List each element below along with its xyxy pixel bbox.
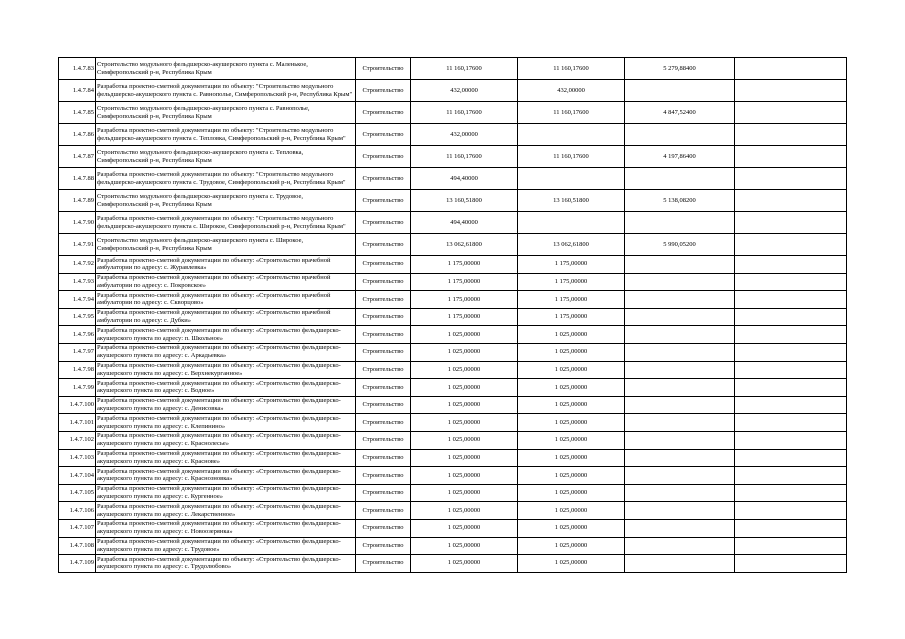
table-row	[59, 291, 847, 309]
row-value-2: 1 025,00000	[518, 449, 625, 467]
row-value-2: 1 175,00000	[518, 273, 625, 291]
row-type: Строительство	[356, 484, 411, 502]
table-row	[59, 234, 847, 256]
row-empty-cell	[735, 414, 847, 432]
row-value-1: 1 175,00000	[411, 308, 518, 326]
row-name: Разработка проектно-сметной документации по объекту: «Строительство врачебной амбулатории по адресу: с. Дубки»	[96, 308, 356, 326]
table-row	[59, 449, 847, 467]
row-value-3	[625, 361, 735, 379]
row-name: Строительство модульного фельдшерско-акушерского пункта с. Равнополье, Симферопольский р-н, Республика Крым	[96, 102, 356, 124]
table-row	[59, 467, 847, 485]
row-name: Разработка проектно-сметной документации по объекту: «Строительство фельдшерско-акушерского пункта по адресу: с. Денисовка»	[96, 396, 356, 414]
row-empty-cell	[735, 396, 847, 414]
row-value-1: 1 025,00000	[411, 326, 518, 344]
row-value-1: 1 025,00000	[411, 555, 518, 573]
row-value-2	[518, 124, 625, 146]
row-name: Разработка проектно-сметной документации по объекту: «Строительство фельдшерско-акушерского пункта по адресу: с. Трудовое»	[96, 537, 356, 555]
row-type: Строительство	[356, 449, 411, 467]
row-name: Разработка проектно-сметной документации по объекту: «Строительство фельдшерско-акушерского пункта по адресу: с. Краснове»	[96, 449, 356, 467]
row-empty-cell	[735, 291, 847, 309]
row-name: Разработка проектно-сметной документации по объекту: «Строительство врачебной амбулатории по адресу: с. Журавлевка»	[96, 256, 356, 274]
row-value-2: 11 160,17600	[518, 102, 625, 124]
row-empty-cell	[735, 308, 847, 326]
table-row	[59, 555, 847, 573]
row-value-1: 1 025,00000	[411, 519, 518, 537]
row-name: Разработка проектно-сметной документации по объекту: «Строительство фельдшерско-акушерского пункта по адресу: с. Кургенное»	[96, 484, 356, 502]
row-code: 1.4.7.103	[59, 449, 96, 467]
table-row	[59, 190, 847, 212]
row-value-3: 5 990,05200	[625, 234, 735, 256]
row-value-1: 11 160,17600	[411, 146, 518, 168]
row-empty-cell	[735, 431, 847, 449]
row-value-2: 13 062,61800	[518, 234, 625, 256]
row-value-2: 1 025,00000	[518, 326, 625, 344]
row-type: Строительство	[356, 308, 411, 326]
row-name: Разработка проектно-сметной документации по объекту: «Строительство фельдшерско-акушерского пункта по адресу: с. Новоозерянка»	[96, 519, 356, 537]
row-value-1: 1 025,00000	[411, 343, 518, 361]
row-name: Разработка проектно-сметной документации по объекту: «Строительство фельдшерско-акушерского пункта по адресу: с. Водное»	[96, 379, 356, 397]
row-type: Строительство	[356, 396, 411, 414]
row-empty-cell	[735, 168, 847, 190]
row-empty-cell	[735, 519, 847, 537]
table-row	[59, 431, 847, 449]
row-code: 1.4.7.91	[59, 234, 96, 256]
row-value-2: 1 175,00000	[518, 308, 625, 326]
row-name: Разработка проектно-сметной документации по объекту: «Строительство врачебной амбулатории по адресу: с. Покровское»	[96, 273, 356, 291]
row-type: Строительство	[356, 555, 411, 573]
row-name: Разработка проектно-сметной документации по объекту: «Строительство фельдшерско-акушерского пункта по адресу: п. Школьное»	[96, 326, 356, 344]
row-code: 1.4.7.104	[59, 467, 96, 485]
row-value-2: 13 160,51800	[518, 190, 625, 212]
row-empty-cell	[735, 467, 847, 485]
table-row	[59, 484, 847, 502]
row-value-2: 1 025,00000	[518, 396, 625, 414]
table-row	[59, 379, 847, 397]
row-value-3: 4 847,52400	[625, 102, 735, 124]
row-value-3	[625, 212, 735, 234]
row-code: 1.4.7.83	[59, 58, 96, 80]
row-value-3	[625, 168, 735, 190]
row-value-1: 1 025,00000	[411, 484, 518, 502]
row-value-3	[625, 431, 735, 449]
row-code: 1.4.7.106	[59, 502, 96, 520]
row-value-3: 5 279,88400	[625, 58, 735, 80]
row-code: 1.4.7.97	[59, 343, 96, 361]
row-code: 1.4.7.93	[59, 273, 96, 291]
row-value-1: 1 025,00000	[411, 396, 518, 414]
row-code: 1.4.7.90	[59, 212, 96, 234]
row-value-3	[625, 124, 735, 146]
row-value-1: 1 175,00000	[411, 256, 518, 274]
row-code: 1.4.7.101	[59, 414, 96, 432]
budget-table	[58, 57, 847, 573]
row-value-3: 5 138,08200	[625, 190, 735, 212]
row-value-1: 432,00000	[411, 124, 518, 146]
row-code: 1.4.7.88	[59, 168, 96, 190]
row-value-1: 432,00000	[411, 80, 518, 102]
row-value-2: 1 025,00000	[518, 484, 625, 502]
row-value-1: 11 160,17600	[411, 58, 518, 80]
table-row	[59, 502, 847, 520]
row-value-3	[625, 80, 735, 102]
row-code: 1.4.7.86	[59, 124, 96, 146]
row-code: 1.4.7.105	[59, 484, 96, 502]
row-value-2: 1 025,00000	[518, 467, 625, 485]
row-value-3	[625, 537, 735, 555]
row-value-2	[518, 168, 625, 190]
row-empty-cell	[735, 58, 847, 80]
row-value-3	[625, 273, 735, 291]
row-value-1: 494,40000	[411, 212, 518, 234]
row-value-1: 1 025,00000	[411, 361, 518, 379]
row-name: Разработка проектно-сметной документации по объекту: «Строительство врачебной амбулатории по адресу: с. Скворцово»	[96, 291, 356, 309]
row-empty-cell	[735, 449, 847, 467]
row-value-3	[625, 256, 735, 274]
row-value-3	[625, 414, 735, 432]
row-type: Строительство	[356, 326, 411, 344]
row-empty-cell	[735, 326, 847, 344]
table-row	[59, 326, 847, 344]
row-name: Строительство модульного фельдшерско-акушерского пункта с. Тепловка, Симферопольский р-н, Республика Крым	[96, 146, 356, 168]
table-row	[59, 519, 847, 537]
row-name: Разработка проектно-сметной документации по объекту: «Строительство фельдшерско-акушерского пункта по адресу: с. Клепинино»	[96, 414, 356, 432]
row-code: 1.4.7.95	[59, 308, 96, 326]
row-code: 1.4.7.108	[59, 537, 96, 555]
row-type: Строительство	[356, 273, 411, 291]
row-type: Строительство	[356, 234, 411, 256]
row-value-3	[625, 343, 735, 361]
table-row	[59, 168, 847, 190]
row-type: Строительство	[356, 212, 411, 234]
row-value-2: 1 025,00000	[518, 361, 625, 379]
table-row	[59, 58, 847, 80]
row-value-3	[625, 291, 735, 309]
table-row	[59, 273, 847, 291]
row-code: 1.4.7.94	[59, 291, 96, 309]
row-value-3	[625, 326, 735, 344]
row-empty-cell	[735, 234, 847, 256]
row-type: Строительство	[356, 519, 411, 537]
row-name: Разработка проектно-сметной документации по объекту: «Строительство фельдшерско-акушерского пункта по адресу: с. Аркадьевка»	[96, 343, 356, 361]
table-row	[59, 102, 847, 124]
row-type: Строительство	[356, 80, 411, 102]
row-empty-cell	[735, 212, 847, 234]
table-row	[59, 256, 847, 274]
row-code: 1.4.7.89	[59, 190, 96, 212]
table-row	[59, 146, 847, 168]
row-name: Разработка проектно-сметной документации по объекту: "Строительство модульного фельдшерско-акушерского пункта с. Тепловка, Симферопольский р-н, Республика Крым"	[96, 124, 356, 146]
row-value-2: 1 025,00000	[518, 537, 625, 555]
row-empty-cell	[735, 124, 847, 146]
row-type: Строительство	[356, 124, 411, 146]
row-empty-cell	[735, 555, 847, 573]
row-empty-cell	[735, 537, 847, 555]
row-type: Строительство	[356, 414, 411, 432]
row-value-3	[625, 555, 735, 573]
row-type: Строительство	[356, 146, 411, 168]
row-type: Строительство	[356, 379, 411, 397]
row-empty-cell	[735, 502, 847, 520]
row-value-1: 1 175,00000	[411, 273, 518, 291]
table-row	[59, 124, 847, 146]
row-type: Строительство	[356, 291, 411, 309]
row-value-2: 1 025,00000	[518, 502, 625, 520]
row-type: Строительство	[356, 431, 411, 449]
row-empty-cell	[735, 361, 847, 379]
row-type: Строительство	[356, 361, 411, 379]
row-value-3	[625, 449, 735, 467]
row-type: Строительство	[356, 467, 411, 485]
row-code: 1.4.7.107	[59, 519, 96, 537]
row-value-3	[625, 484, 735, 502]
row-value-2: 11 160,17600	[518, 58, 625, 80]
row-empty-cell	[735, 379, 847, 397]
row-code: 1.4.7.87	[59, 146, 96, 168]
row-type: Строительство	[356, 343, 411, 361]
row-value-1: 11 160,17600	[411, 102, 518, 124]
row-name: Разработка проектно-сметной документации по объекту: «Строительство фельдшерско-акушерского пункта по адресу: с. Краснолесье»	[96, 431, 356, 449]
row-empty-cell	[735, 80, 847, 102]
table-row	[59, 343, 847, 361]
row-code: 1.4.7.99	[59, 379, 96, 397]
row-value-3: 4 197,86400	[625, 146, 735, 168]
row-type: Строительство	[356, 190, 411, 212]
table-row	[59, 414, 847, 432]
row-value-3	[625, 396, 735, 414]
row-value-1: 1 025,00000	[411, 449, 518, 467]
row-code: 1.4.7.109	[59, 555, 96, 573]
row-name: Разработка проектно-сметной документации по объекту: «Строительство фельдшерско-акушерского пункта по адресу: с. Трудолюбово»	[96, 555, 356, 573]
row-name: Разработка проектно-сметной документации по объекту: «Строительство фельдшерско-акушерского пункта по адресу: с. Краснозновка»	[96, 467, 356, 485]
table-row	[59, 212, 847, 234]
row-empty-cell	[735, 146, 847, 168]
row-value-2: 1 025,00000	[518, 555, 625, 573]
row-code: 1.4.7.100	[59, 396, 96, 414]
row-value-2: 432,00000	[518, 80, 625, 102]
row-name: Разработка проектно-сметной документации по объекту: "Строительство модульного фельдшерско-акушерского пункта с. Равнополье, Симферопольский р-н, Республика Крым"	[96, 80, 356, 102]
row-value-1: 1 025,00000	[411, 379, 518, 397]
row-code: 1.4.7.84	[59, 80, 96, 102]
row-empty-cell	[735, 343, 847, 361]
row-name: Строительство модульного фельдшерско-акушерского пункта с. Трудовое, Симферопольский р-н, Республика Крым	[96, 190, 356, 212]
row-value-1: 1 175,00000	[411, 291, 518, 309]
row-value-1: 494,40000	[411, 168, 518, 190]
row-type: Строительство	[356, 58, 411, 80]
table-row	[59, 308, 847, 326]
row-type: Строительство	[356, 502, 411, 520]
row-value-1: 1 025,00000	[411, 537, 518, 555]
row-code: 1.4.7.102	[59, 431, 96, 449]
row-value-3	[625, 502, 735, 520]
row-value-2: 1 175,00000	[518, 291, 625, 309]
row-empty-cell	[735, 484, 847, 502]
row-value-2: 1 025,00000	[518, 519, 625, 537]
row-type: Строительство	[356, 256, 411, 274]
row-name: Разработка проектно-сметной документации по объекту: «Строительство фельдшерско-акушерского пункта по адресу: с. Лекарственное»	[96, 502, 356, 520]
row-value-3	[625, 519, 735, 537]
row-value-1: 13 160,51800	[411, 190, 518, 212]
row-value-3	[625, 308, 735, 326]
row-value-1: 1 025,00000	[411, 431, 518, 449]
row-name: Строительство модульного фельдшерско-акушерского пункта с. Широкое, Симферопольский р-н, Республика Крым	[96, 234, 356, 256]
row-value-1: 13 062,61800	[411, 234, 518, 256]
row-empty-cell	[735, 256, 847, 274]
row-value-2: 1 025,00000	[518, 379, 625, 397]
row-code: 1.4.7.96	[59, 326, 96, 344]
row-code: 1.4.7.85	[59, 102, 96, 124]
row-empty-cell	[735, 102, 847, 124]
row-type: Строительство	[356, 168, 411, 190]
row-name: Разработка проектно-сметной документации по объекту: "Строительство модульного фельдшерско-акушерского пункта с. Широкое, Симферопольский р-н, Республика Крым"	[96, 212, 356, 234]
row-code: 1.4.7.92	[59, 256, 96, 274]
row-name: Разработка проектно-сметной документации по объекту: «Строительство фельдшерско-акушерского пункта по адресу: с. Верхнекурганное»	[96, 361, 356, 379]
table-row	[59, 80, 847, 102]
row-name: Строительство модульного фельдшерско-акушерского пункта с. Маленькое, Симферопольский р-н, Республика Крым	[96, 58, 356, 80]
row-value-1: 1 025,00000	[411, 414, 518, 432]
row-type: Строительство	[356, 102, 411, 124]
row-value-2: 1 025,00000	[518, 343, 625, 361]
row-type: Строительство	[356, 537, 411, 555]
row-value-2: 1 025,00000	[518, 431, 625, 449]
row-name: Разработка проектно-сметной документации по объекту: "Строительство модульного фельдшерско-акушерского пункта с. Трудовое, Симферопольский р-н, Республика Крым"	[96, 168, 356, 190]
table-body	[59, 58, 847, 573]
row-value-3	[625, 379, 735, 397]
row-value-1: 1 025,00000	[411, 502, 518, 520]
row-value-2	[518, 212, 625, 234]
row-value-2: 1 175,00000	[518, 256, 625, 274]
row-empty-cell	[735, 273, 847, 291]
row-value-3	[625, 467, 735, 485]
row-value-2: 1 025,00000	[518, 414, 625, 432]
row-value-1: 1 025,00000	[411, 467, 518, 485]
table-row	[59, 361, 847, 379]
table-row	[59, 537, 847, 555]
row-code: 1.4.7.98	[59, 361, 96, 379]
table-row	[59, 396, 847, 414]
row-value-2: 11 160,17600	[518, 146, 625, 168]
row-empty-cell	[735, 190, 847, 212]
